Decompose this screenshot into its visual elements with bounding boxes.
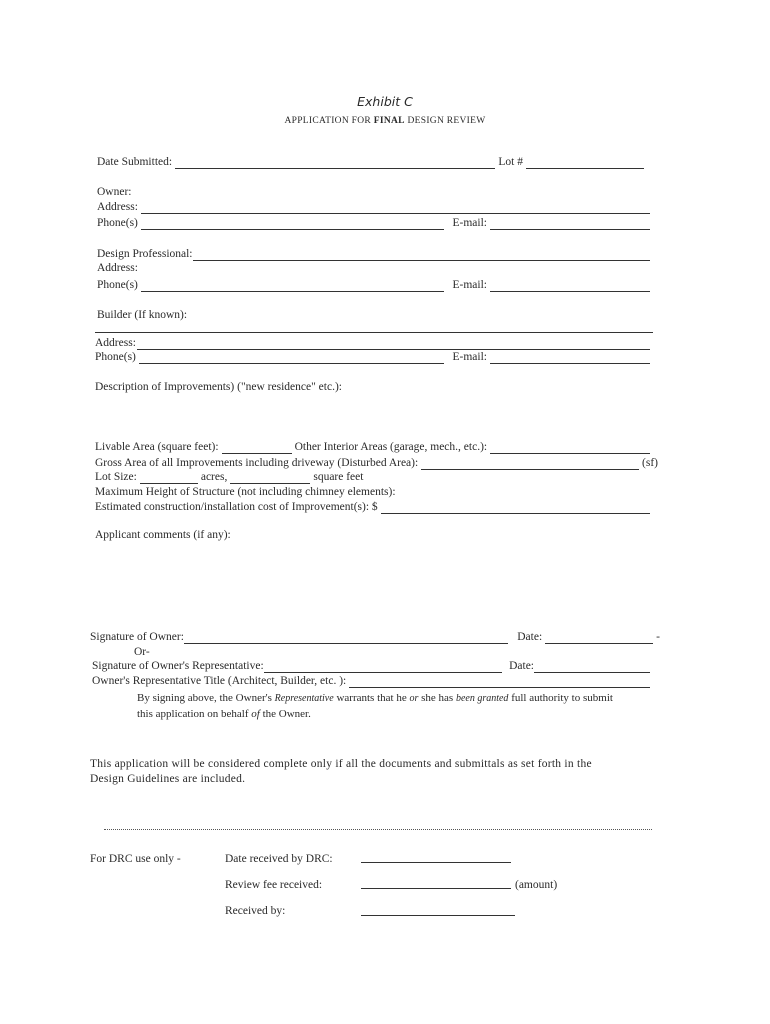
max-height-label: Maximum Height of Structure (not including chimney elements):	[95, 486, 396, 498]
acres-label: acres,	[200, 471, 228, 483]
date-received-label: Date received by DRC:	[225, 853, 333, 865]
subtitle-bold: FINAL	[373, 116, 405, 126]
lot-label: Lot #	[498, 156, 523, 168]
notice-line-1: This application will be considered complete only if all the documents and submittals as set forth in the	[90, 758, 592, 770]
rep-title-row	[92, 674, 653, 688]
owner-signature-row	[90, 630, 660, 644]
square-feet-label: square feet	[313, 471, 364, 483]
subtitle-pre: APPLICATION FOR	[284, 116, 374, 126]
auth-part-2: warrants that he	[336, 692, 407, 704]
received-by-label: Received by:	[225, 905, 286, 917]
amount-label: (amount)	[515, 879, 558, 891]
authority-statement-1	[137, 691, 613, 706]
dp-address-label: Address:	[97, 262, 138, 274]
owner-signature-field[interactable]	[184, 633, 508, 644]
builder-address-label: Address:	[95, 337, 136, 349]
owner-date-label: Date:	[517, 631, 543, 643]
rep-title-field[interactable]	[349, 677, 650, 688]
date-submitted-row	[97, 155, 647, 169]
auth-part-1: By signing above, the Owner's	[137, 692, 272, 704]
owner-address-field[interactable]	[141, 203, 650, 214]
estimated-cost-label: Estimated construction/installation cost of Improvement(s): $	[95, 501, 378, 513]
dp-email-label: E-mail:	[452, 279, 487, 291]
owner-phone-label: Phone(s)	[97, 217, 138, 229]
dp-phone-label: Phone(s)	[97, 279, 138, 291]
or-separator: Or-	[134, 646, 150, 658]
rep-date-field[interactable]	[534, 662, 650, 673]
dp-phone-field[interactable]	[141, 281, 444, 292]
exhibit-title: Exhibit C	[357, 94, 413, 109]
auth-granted: been granted	[455, 693, 509, 704]
owner-date-dash: -	[656, 631, 660, 643]
lot-size-label: Lot Size:	[95, 471, 137, 483]
design-professional-field[interactable]	[193, 250, 650, 261]
owner-address-label: Address:	[97, 201, 138, 213]
builder-phone-row	[95, 350, 653, 364]
rep-signature-label: Signature of Owner's Representative:	[92, 660, 264, 672]
dp-phone-row	[97, 278, 653, 292]
owner-signature-label: Signature of Owner:	[90, 631, 184, 643]
design-professional-label: Design Professional:	[97, 248, 193, 260]
rep-signature-field[interactable]	[264, 662, 502, 673]
lot-size-sqft-field[interactable]	[230, 473, 310, 484]
estimated-cost-field[interactable]	[381, 503, 650, 514]
estimated-cost-row	[95, 500, 653, 514]
owner-label: Owner:	[97, 186, 132, 198]
auth-part-4: full authority to submit	[511, 692, 613, 704]
dotted-separator	[104, 828, 652, 830]
auth-or: or	[409, 693, 419, 704]
gross-area-label: Gross Area of all Improvements including driveway (Disturbed Area):	[95, 457, 419, 469]
notice-line-2: Design Guidelines are included.	[90, 773, 246, 785]
rep-signature-row	[92, 659, 653, 673]
lot-size-acres-field[interactable]	[140, 473, 198, 484]
authority-statement-2	[137, 707, 311, 721]
builder-email-field[interactable]	[490, 353, 650, 364]
dp-email-field[interactable]	[490, 281, 650, 292]
livable-area-row	[95, 440, 653, 454]
owner-email-label: E-mail:	[452, 217, 487, 229]
rep-date-label: Date:	[509, 660, 534, 672]
design-professional-row	[97, 247, 653, 261]
gross-area-row	[95, 456, 658, 470]
builder-name-field[interactable]	[95, 331, 653, 333]
builder-address-row	[95, 336, 653, 350]
owner-address-row	[97, 200, 653, 214]
builder-phone-label: Phone(s)	[95, 351, 136, 363]
auth-of: of	[251, 708, 260, 720]
owner-date-field[interactable]	[545, 633, 653, 644]
subtitle-post: DESIGN REVIEW	[404, 116, 486, 126]
other-interior-field[interactable]	[490, 443, 650, 454]
gross-area-field[interactable]	[421, 459, 639, 470]
date-submitted-field[interactable]	[175, 158, 495, 169]
owner-phone-row	[97, 216, 653, 230]
date-received-field[interactable]	[361, 861, 511, 863]
sf-label: (sf)	[642, 457, 658, 469]
form-subtitle	[0, 114, 770, 128]
review-fee-label: Review fee received:	[225, 879, 323, 891]
builder-address-field[interactable]	[137, 339, 650, 350]
drc-label: For DRC use only -	[90, 853, 181, 865]
builder-phone-field[interactable]	[139, 353, 444, 364]
received-by-field[interactable]	[361, 914, 515, 916]
lot-field[interactable]	[526, 158, 644, 169]
other-interior-label: Other Interior Areas (garage, mech., etc.):	[294, 441, 488, 453]
auth-line2-b: the Owner.	[262, 708, 311, 720]
auth-line2-a: this application on behalf	[137, 708, 249, 720]
date-submitted-label: Date Submitted:	[97, 156, 173, 168]
description-label: Description of Improvements) ("new residence" etc.):	[95, 381, 342, 393]
auth-part-3: she has	[421, 692, 454, 704]
rep-title-label: Owner's Representative Title (Architect, Builder, etc. ):	[92, 675, 347, 687]
review-fee-field[interactable]	[361, 887, 511, 889]
builder-email-label: E-mail:	[452, 351, 487, 363]
applicant-comments-label: Applicant comments (if any):	[95, 529, 231, 541]
livable-area-label: Livable Area (square feet):	[95, 441, 219, 453]
owner-email-field[interactable]	[490, 219, 650, 230]
owner-phone-field[interactable]	[141, 219, 444, 230]
livable-area-field[interactable]	[222, 443, 292, 454]
auth-rep: Representative	[274, 693, 334, 704]
lot-size-row	[95, 470, 363, 484]
builder-label: Builder (If known):	[97, 309, 188, 321]
